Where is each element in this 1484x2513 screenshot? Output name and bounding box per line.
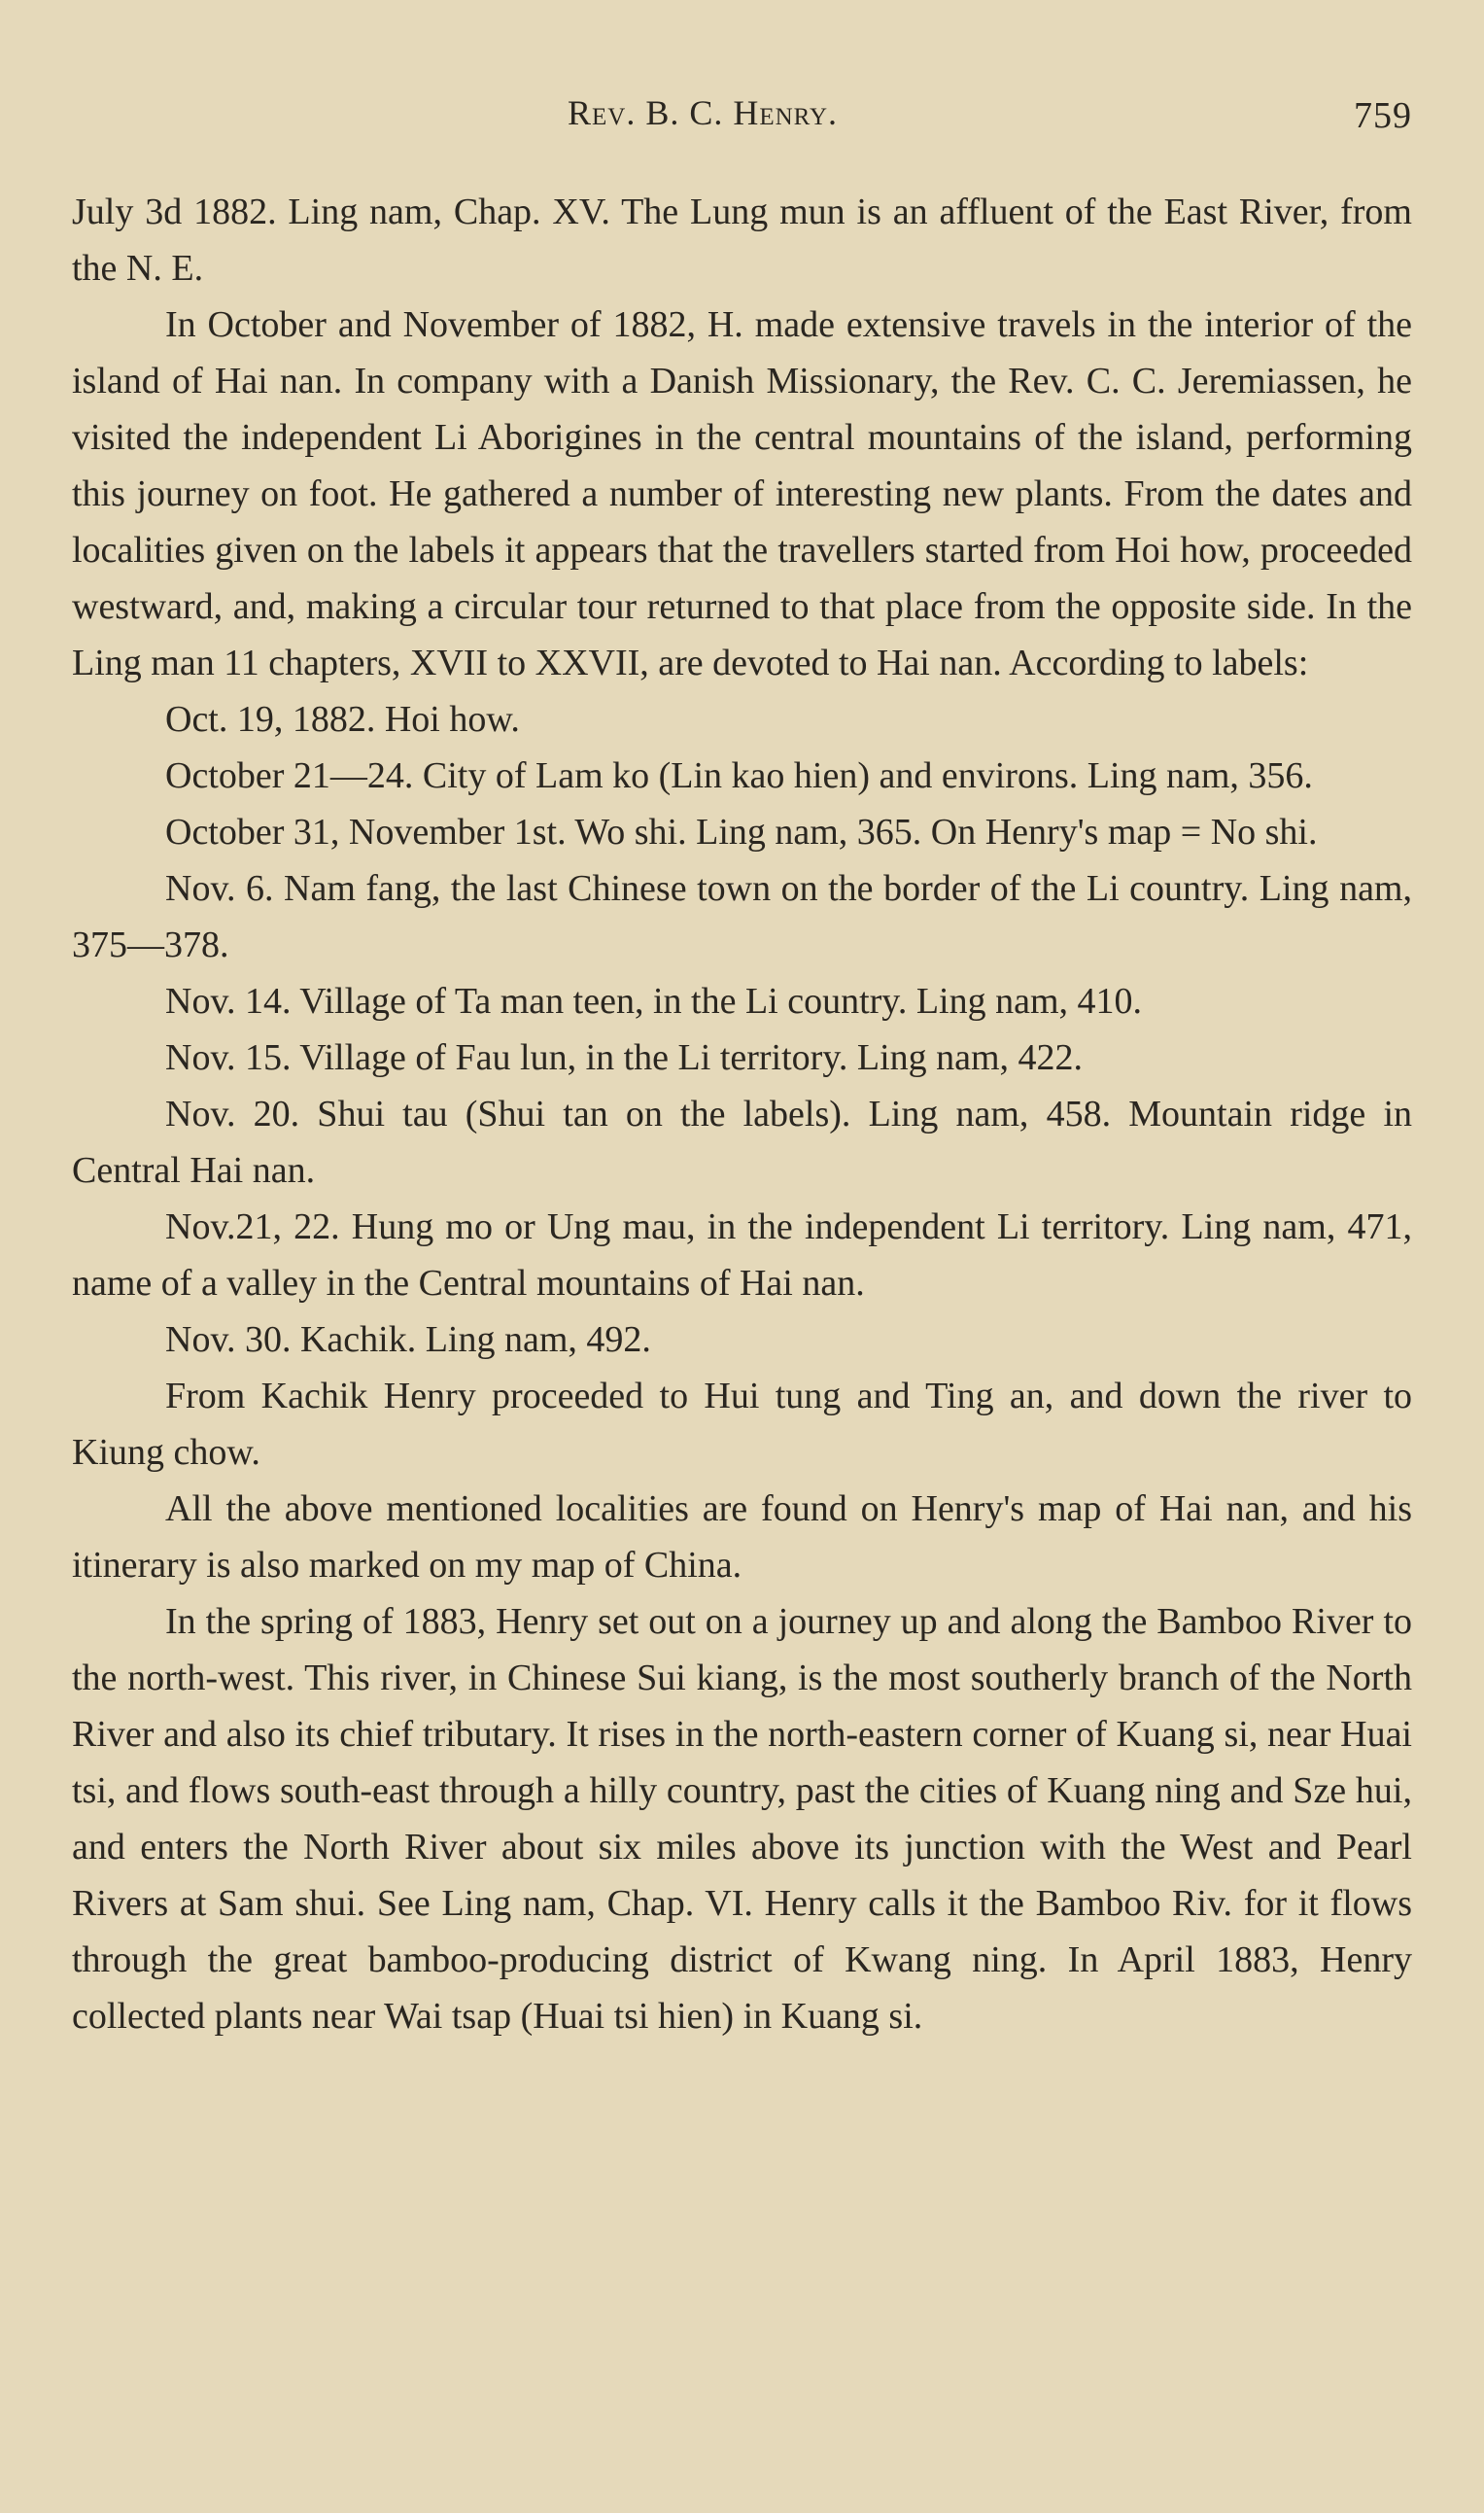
page-number: 759 [1354,95,1412,136]
paragraph: From Kachik Henry proceeded to Hui tung and Ting an, and down the river to Kiung chow. [72,1376,1412,1473]
page-header [72,92,1412,151]
running-head: Rev. B. C. Henry. [568,93,839,132]
paragraph: Nov. 6. Nam fang, the last Chinese town on the border of the Li country. Ling nam, 375—378. [72,868,1412,965]
paragraph: October 21—24. City of Lam ko (Lin kao hien) and environs. Ling nam, 356. [165,755,1313,796]
paragraph: October 31, November 1st. Wo shi. Ling nam, 365. On Henry's map = No shi. [165,812,1318,853]
paragraph: In October and November of 1882, H. made extensive travels in the interior of the island of Hai nan. In company with a Danish Missionary, the Rev. C. C. Jeremiassen, he visited the independent Li Aborigines in the central mountains of the island, performing this journey on foot. He gathered a number of interesting new plants. From the dates and localities given on the labels it appears that the travellers started from Hoi how, proceeded westward, and, making a circular tour returned to that place from the opposite side. In the Ling man 11 chapters, XVII to XXVII, are devoted to Hai nan. According to labels: [72,304,1412,683]
paragraph: Nov. 20. Shui tau (Shui tan on the labels). Ling nam, 458. Mountain ridge in Central Hai nan. [72,1094,1412,1191]
paragraph: July 3d 1882. Ling nam, Chap. XV. The Lung mun is an affluent of the East River, from the N. E. [72,192,1412,289]
paragraph: Oct. 19, 1882. Hoi how. [165,699,520,740]
page-body [72,184,1412,2044]
paragraph: Nov. 14. Village of Ta man teen, in the Li country. Ling nam, 410. [165,981,1143,1022]
paragraph: Nov. 30. Kachik. Ling nam, 492. [165,1319,651,1360]
paragraph: Nov. 15. Village of Fau lun, in the Li territory. Ling nam, 422. [165,1037,1084,1078]
paragraph: In the spring of 1883, Henry set out on a journey up and along the Bamboo River to the north-west. This river, in Chinese Sui kiang, is the most southerly branch of the North River and also its chief tributary. It rises in the north-eastern corner of Kuang si, near Huai tsi, and flows south-east through a hilly country, past the cities of Kuang ning and Sze hui, and enters the North River about six miles above its junction with the West and Pearl Rivers at Sam shui. See Ling nam, Chap. VI. Henry calls it the Bamboo Riv. for it flows through the great bamboo-producing district of Kwang ning. In April 1883, Henry collected plants near Wai tsap (Huai tsi hien) in Kuang si. [72,1601,1412,2037]
paragraph: All the above mentioned localities are found on Henry's map of Hai nan, and his itinerary is also marked on my map of China. [72,1488,1412,1586]
paragraph: Nov.21, 22. Hung mo or Ung mau, in the independent Li territory. Ling nam, 471, name of a valley in the Central mountains of Hai nan. [72,1206,1412,1304]
